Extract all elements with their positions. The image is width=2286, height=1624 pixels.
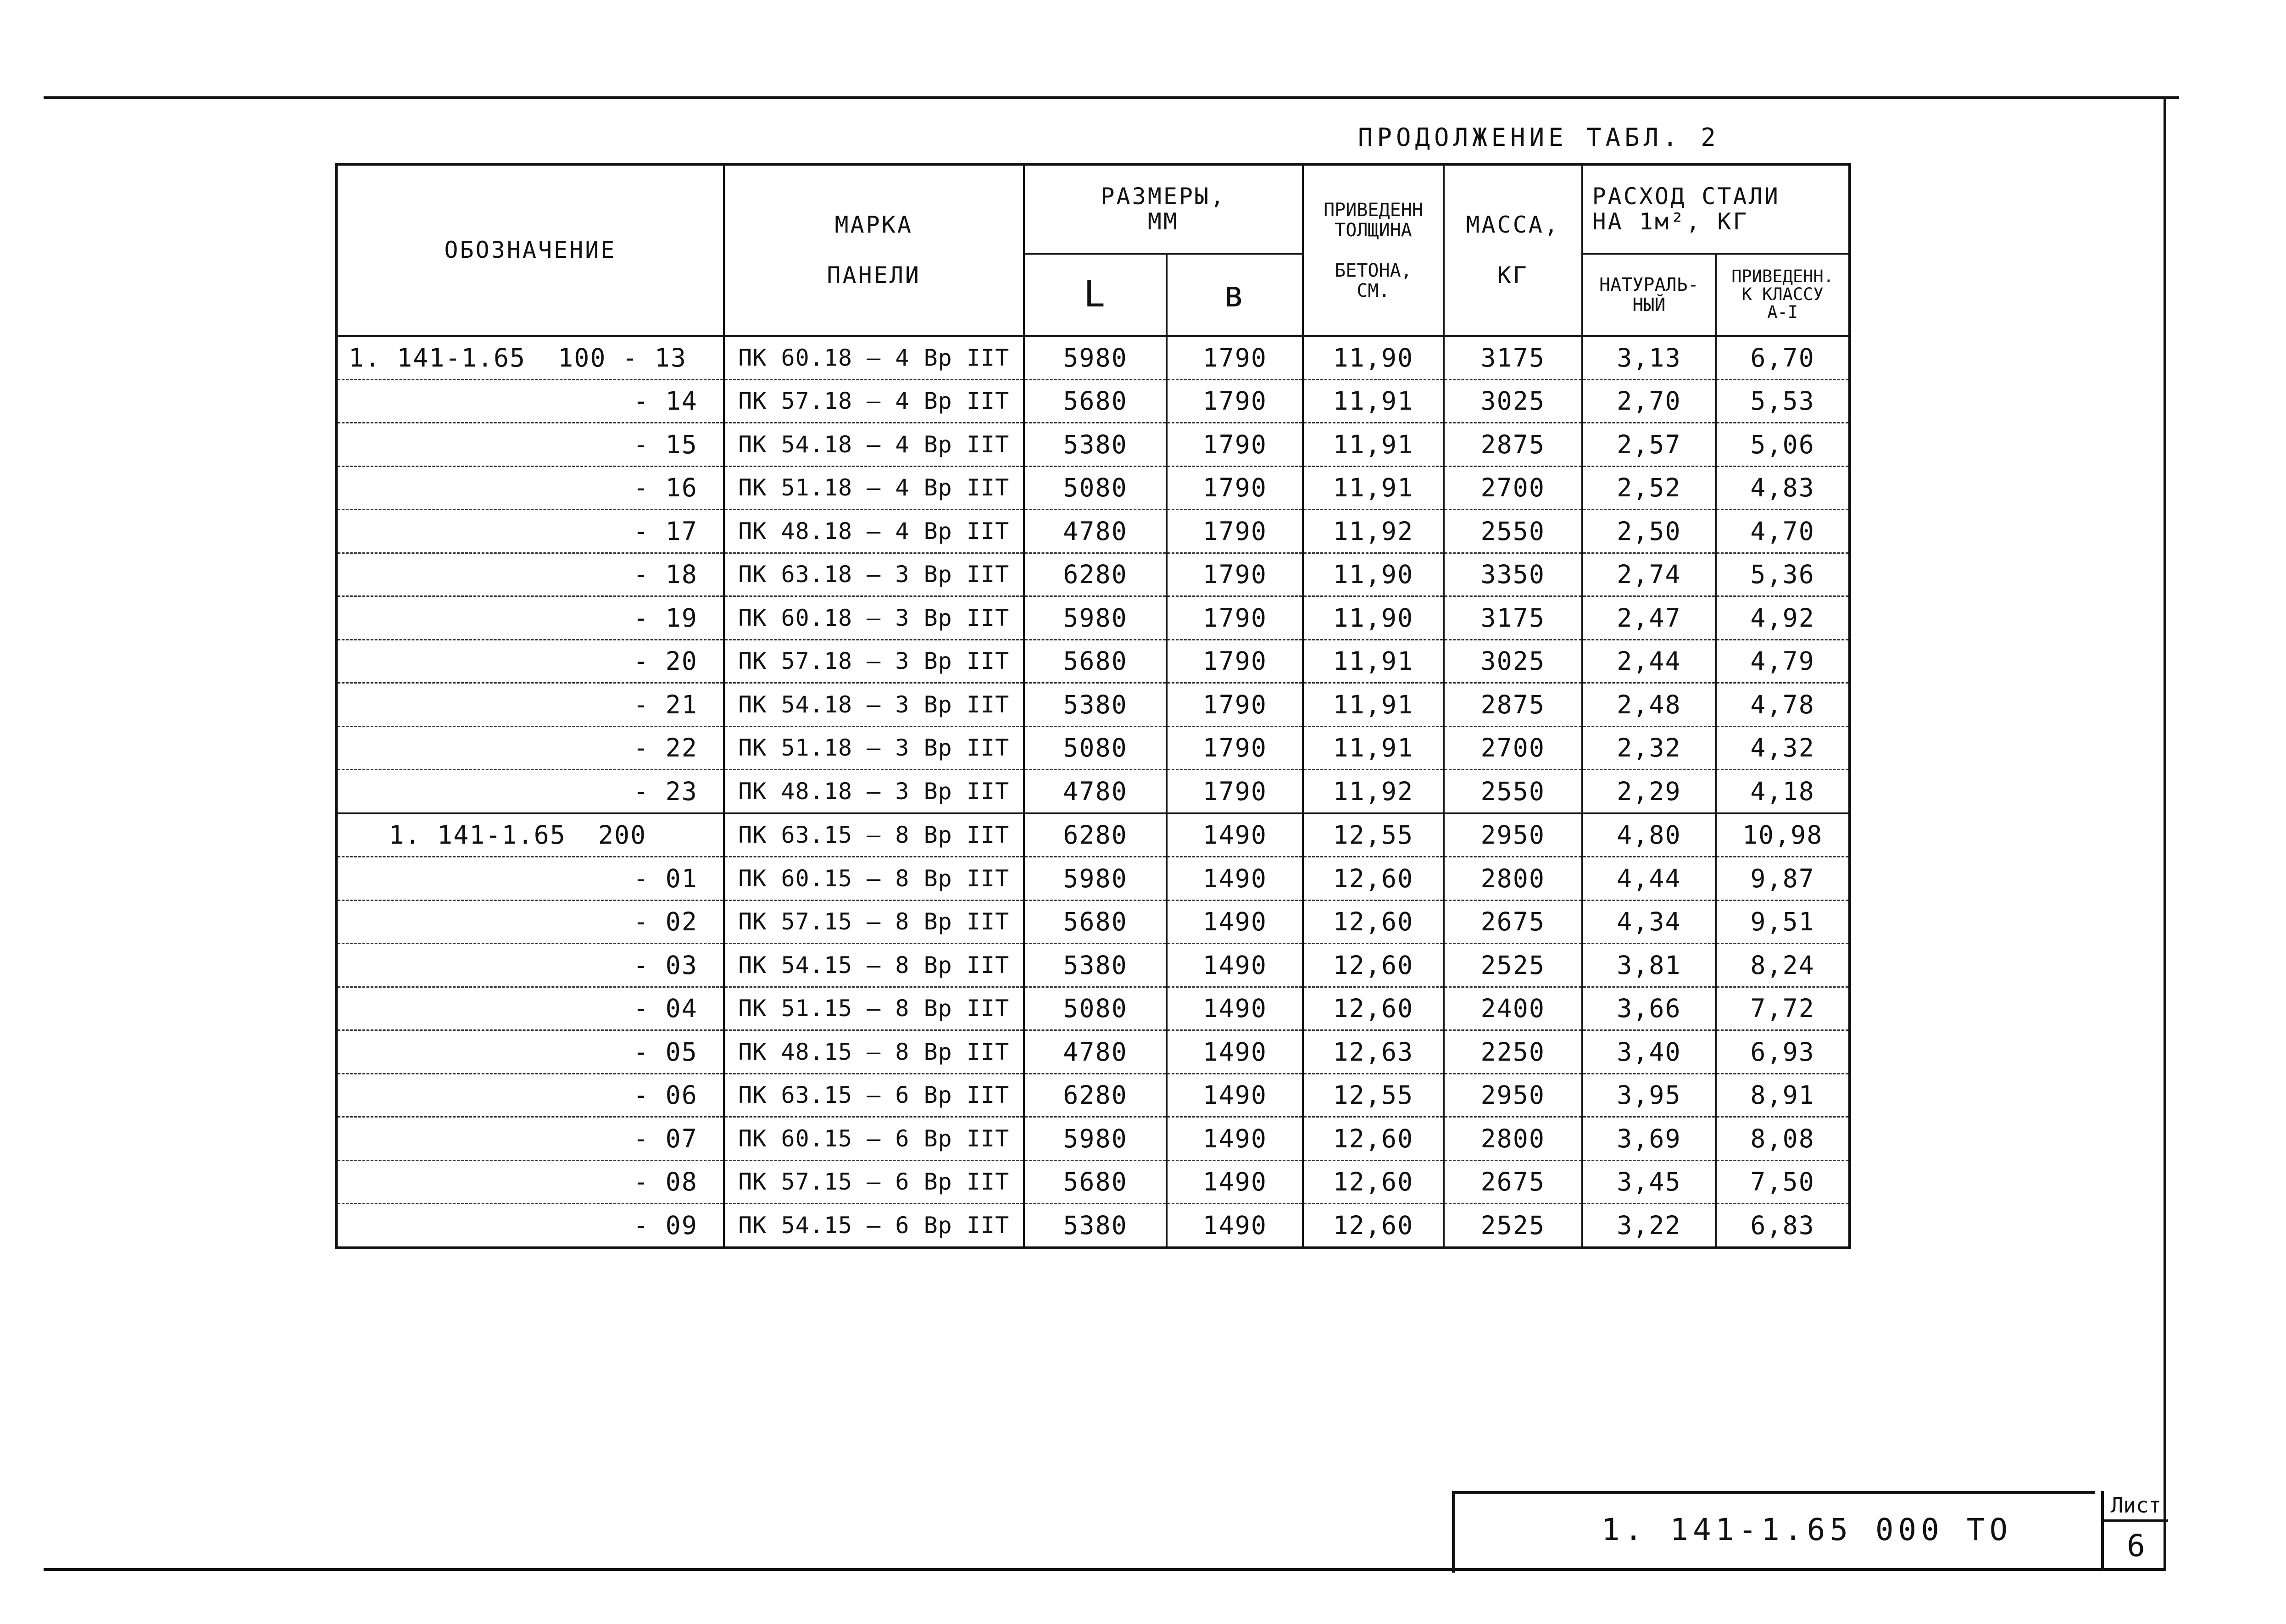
cell-mass: 2700 — [1444, 726, 1582, 770]
cell-mass: 3025 — [1444, 379, 1582, 423]
designation-suffix: - 19 — [633, 603, 698, 633]
cell-mass: 3025 — [1444, 640, 1582, 683]
cell-mass: 2675 — [1444, 900, 1582, 944]
cell-mark: ПК 51.18 – 4 Вр IIТ — [724, 466, 1024, 510]
cell-designation — [336, 423, 724, 467]
cell-designation — [336, 1117, 724, 1161]
designation-suffix: - 23 — [633, 776, 698, 806]
cell-length: 5380 — [1024, 944, 1167, 987]
designation-suffix: - 20 — [633, 646, 698, 676]
cell-mark: ПК 48.18 – 4 Вр IIТ — [724, 510, 1024, 553]
cell-mark: ПК 60.15 – 6 Вр IIТ — [724, 1117, 1024, 1161]
cell-designation — [336, 1160, 724, 1204]
designation-suffix: - 03 — [633, 950, 698, 980]
cell-steel-reduced: 4,32 — [1716, 726, 1850, 770]
cell-steel-natural: 2,32 — [1582, 726, 1716, 770]
cell-mark: ПК 60.18 – 4 Вр IIТ — [724, 336, 1024, 379]
cell-steel-natural: 3,81 — [1582, 944, 1716, 987]
specification-table — [335, 163, 1851, 1249]
cell-designation — [336, 813, 724, 857]
cell-width: 1790 — [1167, 596, 1303, 640]
designation-suffix: - 08 — [633, 1167, 698, 1197]
cell-mark: ПК 51.15 – 8 Вр IIТ — [724, 987, 1024, 1030]
designation-suffix: - 05 — [633, 1037, 698, 1067]
cell-mass: 2550 — [1444, 770, 1582, 813]
cell-steel-natural: 4,34 — [1582, 900, 1716, 944]
table-row — [336, 423, 1850, 467]
cell-width: 1790 — [1167, 336, 1303, 379]
header-thickness: ПРИВЕДЕНН ТОЛЩИНА БЕТОНА, СМ. — [1303, 164, 1444, 336]
cell-thickness: 12,63 — [1303, 1030, 1444, 1074]
cell-mass: 2550 — [1444, 510, 1582, 553]
cell-thickness: 11,91 — [1303, 379, 1444, 423]
designation-suffix: - 01 — [633, 863, 698, 893]
cell-width: 1790 — [1167, 683, 1303, 727]
cell-mass: 2525 — [1444, 944, 1582, 987]
header-mass: МАССА, КГ — [1444, 164, 1582, 336]
cell-thickness: 11,90 — [1303, 596, 1444, 640]
cell-mark: ПК 57.18 – 4 Вр IIТ — [724, 379, 1024, 423]
cell-steel-natural: 2,70 — [1582, 379, 1716, 423]
designation-suffix: - 17 — [633, 516, 698, 546]
table-row — [336, 683, 1850, 727]
cell-thickness: 11,90 — [1303, 336, 1444, 379]
designation-suffix: - 21 — [633, 690, 698, 719]
cell-mark: ПК 57.15 – 6 Вр IIТ — [724, 1160, 1024, 1204]
table-body — [336, 336, 1850, 1248]
cell-width: 1790 — [1167, 466, 1303, 510]
cell-mass: 2950 — [1444, 1073, 1582, 1117]
cell-mark: ПК 57.15 – 8 Вр IIТ — [724, 900, 1024, 944]
designation-suffix: - 14 — [633, 386, 698, 416]
cell-steel-natural: 2,74 — [1582, 553, 1716, 596]
cell-mark: ПК 63.18 – 3 Вр IIТ — [724, 553, 1024, 596]
cell-steel-reduced: 4,18 — [1716, 770, 1850, 813]
cell-designation — [336, 770, 724, 813]
title-block — [1452, 1491, 2095, 1573]
cell-steel-reduced: 9,51 — [1716, 900, 1850, 944]
table-row — [336, 640, 1850, 683]
cell-thickness: 11,91 — [1303, 466, 1444, 510]
cell-mark: ПК 48.15 – 8 Вр IIТ — [724, 1030, 1024, 1074]
cell-steel-natural: 3,69 — [1582, 1117, 1716, 1161]
cell-thickness: 12,60 — [1303, 900, 1444, 944]
cell-steel-reduced: 8,24 — [1716, 944, 1850, 987]
sheet-number: 6 — [2127, 1528, 2145, 1563]
cell-mass: 2525 — [1444, 1204, 1582, 1248]
table-row — [336, 510, 1850, 553]
header-dimensions: РАЗМЕРЫ, ММ — [1024, 164, 1303, 254]
cell-mark: ПК 63.15 – 6 Вр IIТ — [724, 1073, 1024, 1117]
cell-mark: ПК 63.15 – 8 Вр IIТ — [724, 813, 1024, 857]
cell-mass: 2675 — [1444, 1160, 1582, 1204]
designation-suffix: - 22 — [633, 733, 698, 763]
cell-designation — [336, 944, 724, 987]
header-mark: МАРКА ПАНЕЛИ — [724, 164, 1024, 336]
cell-designation — [336, 596, 724, 640]
cell-length: 5380 — [1024, 683, 1167, 727]
cell-length: 5680 — [1024, 640, 1167, 683]
designation-suffix: - 04 — [633, 994, 698, 1023]
cell-mark: ПК 54.15 – 6 Вр IIТ — [724, 1204, 1024, 1248]
cell-thickness: 12,60 — [1303, 1117, 1444, 1161]
cell-mass: 2875 — [1444, 683, 1582, 727]
table-row — [336, 857, 1850, 901]
cell-mass: 2950 — [1444, 813, 1582, 857]
cell-width: 1490 — [1167, 1204, 1303, 1248]
cell-thickness: 11,91 — [1303, 683, 1444, 727]
cell-width: 1490 — [1167, 1117, 1303, 1161]
cell-mass: 2800 — [1444, 1117, 1582, 1161]
cell-designation — [336, 683, 724, 727]
cell-width: 1490 — [1167, 1030, 1303, 1074]
cell-length: 5680 — [1024, 379, 1167, 423]
sheet-box — [2101, 1491, 2168, 1570]
cell-mark: ПК 51.18 – 3 Вр IIТ — [724, 726, 1024, 770]
cell-thickness: 12,60 — [1303, 944, 1444, 987]
cell-designation — [336, 466, 724, 510]
cell-steel-reduced: 4,78 — [1716, 683, 1850, 727]
frame-right-line — [2164, 96, 2166, 1571]
cell-steel-natural: 3,45 — [1582, 1160, 1716, 1204]
cell-mark: ПК 54.15 – 8 Вр IIТ — [724, 944, 1024, 987]
cell-width: 1790 — [1167, 510, 1303, 553]
designation-suffix: - 15 — [633, 429, 698, 459]
cell-thickness: 12,60 — [1303, 857, 1444, 901]
frame-top-line — [44, 96, 2179, 99]
cell-designation — [336, 987, 724, 1030]
table-row — [336, 379, 1850, 423]
cell-mark: ПК 54.18 – 3 Вр IIТ — [724, 683, 1024, 727]
cell-width: 1790 — [1167, 770, 1303, 813]
cell-length: 4780 — [1024, 1030, 1167, 1074]
cell-thickness: 12,55 — [1303, 1073, 1444, 1117]
cell-steel-reduced: 5,53 — [1716, 379, 1850, 423]
cell-steel-reduced: 7,50 — [1716, 1160, 1850, 1204]
table-row — [336, 596, 1850, 640]
cell-length: 4780 — [1024, 510, 1167, 553]
cell-width: 1790 — [1167, 640, 1303, 683]
cell-length: 5980 — [1024, 336, 1167, 379]
cell-steel-natural: 4,80 — [1582, 813, 1716, 857]
cell-width: 1490 — [1167, 857, 1303, 901]
designation-code: 1. 141-1.65 — [389, 820, 566, 850]
cell-designation — [336, 510, 724, 553]
cell-length: 6280 — [1024, 553, 1167, 596]
cell-steel-natural: 2,50 — [1582, 510, 1716, 553]
table-row — [336, 336, 1850, 379]
cell-steel-natural: 4,44 — [1582, 857, 1716, 901]
cell-thickness: 12,60 — [1303, 1160, 1444, 1204]
cell-steel-reduced: 8,91 — [1716, 1073, 1850, 1117]
cell-mark: ПК 48.18 – 3 Вр IIТ — [724, 770, 1024, 813]
cell-length: 4780 — [1024, 770, 1167, 813]
cell-steel-reduced: 7,72 — [1716, 987, 1850, 1030]
cell-steel-reduced: 5,36 — [1716, 553, 1850, 596]
cell-mark: ПК 60.18 – 3 Вр IIТ — [724, 596, 1024, 640]
cell-mass: 3175 — [1444, 596, 1582, 640]
table-row — [336, 726, 1850, 770]
cell-length: 5080 — [1024, 726, 1167, 770]
cell-steel-reduced: 8,08 — [1716, 1117, 1850, 1161]
cell-designation — [336, 1030, 724, 1074]
cell-thickness: 11,92 — [1303, 510, 1444, 553]
cell-steel-reduced: 4,70 — [1716, 510, 1850, 553]
cell-mark: ПК 54.18 – 4 Вр IIТ — [724, 423, 1024, 467]
table-row — [336, 813, 1850, 857]
cell-designation — [336, 726, 724, 770]
cell-designation — [336, 640, 724, 683]
cell-steel-natural: 2,47 — [1582, 596, 1716, 640]
designation-suffix: - 18 — [633, 560, 698, 590]
cell-mass: 2250 — [1444, 1030, 1582, 1074]
cell-width: 1790 — [1167, 423, 1303, 467]
table-row — [336, 466, 1850, 510]
cell-designation — [336, 1073, 724, 1117]
designation-suffix: - 02 — [633, 907, 698, 937]
cell-width: 1490 — [1167, 1160, 1303, 1204]
cell-steel-natural: 2,44 — [1582, 640, 1716, 683]
cell-steel-reduced: 6,70 — [1716, 336, 1850, 379]
cell-thickness: 11,91 — [1303, 423, 1444, 467]
header-designation: ОБОЗНАЧЕНИЕ — [336, 164, 724, 336]
cell-width: 1790 — [1167, 726, 1303, 770]
cell-steel-reduced: 6,93 — [1716, 1030, 1850, 1074]
designation-suffix: 200 — [598, 820, 647, 850]
cell-width: 1490 — [1167, 987, 1303, 1030]
cell-length: 5680 — [1024, 900, 1167, 944]
cell-length: 5380 — [1024, 1204, 1167, 1248]
table-row — [336, 987, 1850, 1030]
cell-mark: ПК 57.18 – 3 Вр IIТ — [724, 640, 1024, 683]
cell-length: 5980 — [1024, 596, 1167, 640]
cell-designation — [336, 857, 724, 901]
cell-width: 1490 — [1167, 900, 1303, 944]
cell-width: 1490 — [1167, 1073, 1303, 1117]
cell-steel-reduced: 6,83 — [1716, 1204, 1850, 1248]
designation-suffix: 100 - 13 — [558, 343, 687, 373]
cell-thickness: 12,60 — [1303, 987, 1444, 1030]
cell-steel-reduced: 10,98 — [1716, 813, 1850, 857]
document-code: 1. 141-1.65 000 ТО — [1602, 1512, 2013, 1547]
cell-width: 1790 — [1167, 553, 1303, 596]
sheet-label: Лист — [2104, 1491, 2168, 1522]
cell-thickness: 12,60 — [1303, 1204, 1444, 1248]
cell-steel-natural: 2,48 — [1582, 683, 1716, 727]
header-reduced: ПРИВЕДЕНН. К КЛАССУ А-I — [1716, 254, 1850, 336]
designation-suffix: - 06 — [633, 1080, 698, 1110]
cell-thickness: 11,92 — [1303, 770, 1444, 813]
cell-steel-reduced: 9,87 — [1716, 857, 1850, 901]
cell-steel-natural: 3,13 — [1582, 336, 1716, 379]
cell-mass: 3350 — [1444, 553, 1582, 596]
cell-designation — [336, 1204, 724, 1248]
cell-mass: 2400 — [1444, 987, 1582, 1030]
header-width: в — [1167, 254, 1303, 336]
header-natural: НАТУРАЛЬ- НЫЙ — [1582, 254, 1716, 336]
header-length: L — [1024, 254, 1167, 336]
cell-thickness: 11,91 — [1303, 640, 1444, 683]
cell-length: 6280 — [1024, 813, 1167, 857]
cell-steel-reduced: 4,79 — [1716, 640, 1850, 683]
table-row — [336, 1030, 1850, 1074]
cell-length: 5680 — [1024, 1160, 1167, 1204]
cell-length: 5980 — [1024, 1117, 1167, 1161]
cell-designation — [336, 900, 724, 944]
cell-length: 5980 — [1024, 857, 1167, 901]
designation-suffix: - 16 — [633, 473, 698, 503]
cell-mass: 3175 — [1444, 336, 1582, 379]
cell-steel-natural: 2,57 — [1582, 423, 1716, 467]
designation-suffix: - 09 — [633, 1210, 698, 1240]
table-row — [336, 553, 1850, 596]
cell-length: 5080 — [1024, 466, 1167, 510]
table-row — [336, 770, 1850, 813]
cell-mass: 2875 — [1444, 423, 1582, 467]
table-row — [336, 900, 1850, 944]
cell-steel-natural: 3,22 — [1582, 1204, 1716, 1248]
cell-designation — [336, 379, 724, 423]
cell-width: 1790 — [1167, 379, 1303, 423]
table-row — [336, 1160, 1850, 1204]
table-row — [336, 1117, 1850, 1161]
cell-mass: 2700 — [1444, 466, 1582, 510]
cell-length: 5080 — [1024, 987, 1167, 1030]
cell-steel-natural: 3,95 — [1582, 1073, 1716, 1117]
header-steel: РАСХОД СТАЛИ НА 1м², КГ — [1582, 164, 1850, 254]
cell-steel-reduced: 4,92 — [1716, 596, 1850, 640]
cell-steel-natural: 2,52 — [1582, 466, 1716, 510]
cell-thickness: 11,91 — [1303, 726, 1444, 770]
cell-steel-natural: 2,29 — [1582, 770, 1716, 813]
table-row — [336, 1073, 1850, 1117]
cell-mark: ПК 60.15 – 8 Вр IIТ — [724, 857, 1024, 901]
cell-length: 6280 — [1024, 1073, 1167, 1117]
cell-width: 1490 — [1167, 944, 1303, 987]
cell-thickness: 12,55 — [1303, 813, 1444, 857]
cell-mass: 2800 — [1444, 857, 1582, 901]
table-header — [336, 164, 1850, 336]
cell-designation — [336, 336, 724, 379]
cell-thickness: 11,90 — [1303, 553, 1444, 596]
table-row — [336, 944, 1850, 987]
cell-designation — [336, 553, 724, 596]
cell-steel-reduced: 5,06 — [1716, 423, 1850, 467]
designation-code: 1. 141-1.65 — [348, 343, 526, 373]
cell-steel-reduced: 4,83 — [1716, 466, 1850, 510]
cell-width: 1490 — [1167, 813, 1303, 857]
designation-suffix: - 07 — [633, 1123, 698, 1153]
cell-steel-natural: 3,40 — [1582, 1030, 1716, 1074]
table-row — [336, 1204, 1850, 1248]
table-caption: ПРОДОЛЖЕНИЕ ТАБЛ. 2 — [1358, 123, 1720, 152]
cell-length: 5380 — [1024, 423, 1167, 467]
cell-steel-natural: 3,66 — [1582, 987, 1716, 1030]
